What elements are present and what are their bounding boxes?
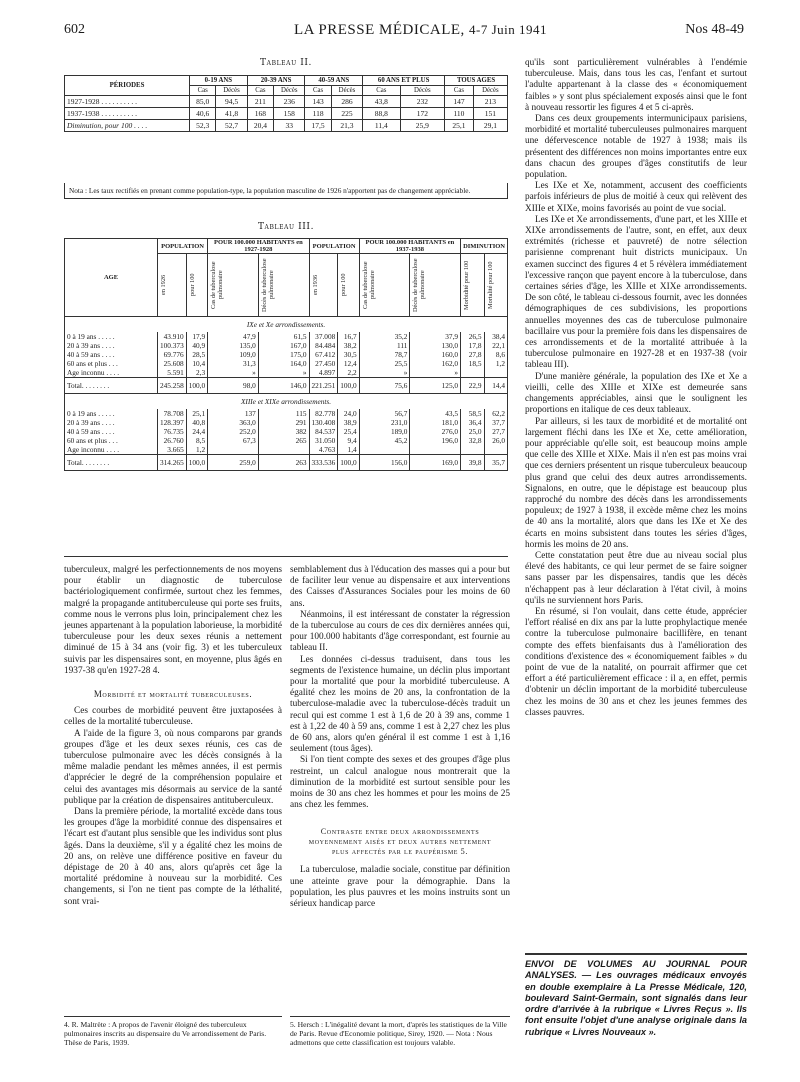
- table-cell: [208, 445, 259, 455]
- sub-header: Cas: [305, 86, 331, 96]
- footnote-4: 4. R. Maltrète : A propos de l'avenir éloigné des tuberculeux pulmonaires inscrits au dispensaire du Ve arrondissement de Paris. Thèse de Paris, 1939.: [64, 1020, 267, 1047]
- table-cell: 168: [247, 108, 273, 120]
- table-cell: 52,7: [216, 120, 247, 132]
- table-cell: 20,4: [247, 120, 273, 132]
- row-label: 20 à 39 ans . . . .: [65, 341, 158, 350]
- group-header: 40-59 ANS: [305, 76, 363, 86]
- table-cell: 25,1: [445, 120, 474, 132]
- h-diminution: DIMINUTION: [461, 239, 508, 254]
- row-label: 60 ans et plus . . .: [65, 359, 158, 368]
- table-cell: 37,7: [484, 418, 507, 427]
- section-heading: Contraste entre deux arrondissements moyennement aisés et deux autres nettement plus affectés par le paupérisme 5.: [308, 827, 492, 857]
- table-cell: »: [258, 368, 309, 378]
- table-cell: 164,0: [258, 359, 309, 368]
- table-row: [65, 368, 508, 378]
- table-cell: »: [208, 368, 259, 378]
- table-cell: 160,0: [410, 350, 461, 359]
- table-cell: 24,0: [338, 409, 359, 418]
- table-cell: 135,0: [208, 341, 259, 350]
- issue-number: Nos 48-49: [685, 22, 744, 37]
- table-cell: [461, 368, 484, 378]
- sub-header: Décès: [274, 86, 305, 96]
- table-cell: 8,5: [186, 436, 207, 445]
- table-cell: »: [359, 368, 410, 378]
- section-row: [65, 394, 508, 410]
- page-number: 602: [64, 22, 85, 37]
- paragraph: Par ailleurs, si les taux de morbidité et de mortalité ont largement fléchi dans les IXe et Xe, cette amélioration, pour appréciable qu'elle soit, est beaucoup moins ample que celle des XIIIe et XIXe. Mais il n'en est pas moins vrai que ces derniers présentent un risque tuberculeux beaucoup plus grand que celui des deux autres arrondissements. Signalons, en outre, que le dépistage est beaucoup plus rapproché du nombre des décès dans les arrondissements populeux; de 1927 à 1938, il excède même chez les moins de 40 ans la mortalité, alors que dans les IXe et Xe des écarts en moins subsistent dans toutes les séries d'âges, hormis les moins de 20 ans.: [525, 416, 747, 550]
- sub-header-label: Cas de tuberculose pulmonaire: [210, 261, 225, 309]
- table-cell: 8,6: [484, 350, 507, 359]
- table-cell: 17,9: [186, 332, 207, 341]
- table-cell: 2,2: [338, 368, 359, 378]
- sub-header-label: en 1926: [160, 274, 167, 296]
- sub-header: [258, 254, 309, 317]
- sub-header: [410, 254, 461, 317]
- paragraph: Si l'on tient compte des sexes et des groupes d'âge plus restreint, un calcul analogue nous montrerait que la diminution de la morbidité est surtout sensible pour les moins de 30 ans chez les hommes et pour les moins de 25 ans chez les femmes.: [290, 755, 510, 811]
- paragraph: Ces courbes de morbidité peuvent être juxtaposées à celles de la mortalité tuberculeuse.: [64, 706, 282, 728]
- table-cell: 25,4: [338, 427, 359, 436]
- sub-header: [338, 254, 359, 317]
- table-row: [65, 120, 508, 132]
- sub-header: Décès: [400, 86, 445, 96]
- notice-box: ENVOI DE VOLUMES AU JOURNAL POUR ANALYSES. — Les ouvrages médicaux envoyés en double exemplaire à La Presse Médicale, 120, boulevard Saint-Germain, sont signalés dans leur ordre d'arrivée à la rubrique « Livres Reçus ». Ils font ensuite l'objet d'une analyse originale dans la rubrique « Livres Nouveaux ».: [525, 953, 747, 1038]
- table-cell: 2,3: [186, 368, 207, 378]
- footnote-5: 5. Hersch : L'inégalité devant la mort, d'après les statistiques de la Ville de Paris. Revue d'Economie politique, Sirey, 1920. — Nota : Nous admettons que cette classification est toujours valable.: [290, 1020, 507, 1047]
- table-cell: 213: [473, 96, 507, 108]
- section-row: [65, 317, 508, 333]
- table-cell: 26.760: [158, 436, 187, 445]
- table-cell: 158: [274, 108, 305, 120]
- h-pop-1936: POPULATION: [309, 239, 359, 254]
- table-cell: 110: [445, 108, 474, 120]
- sub-header-label: pour 100: [188, 273, 196, 297]
- table-cell: 236: [274, 96, 305, 108]
- table-cell: 382: [258, 427, 309, 436]
- table-cell: 27.450: [309, 359, 338, 368]
- sub-header: [484, 254, 507, 317]
- footnote-rule: [64, 1016, 282, 1017]
- group-header: 0-19 ANS: [190, 76, 248, 86]
- issue-date: 4-7 Juin 1941: [469, 22, 548, 37]
- section-label: IXe et Xe arrondissements.: [65, 317, 508, 333]
- table-cell: 291: [258, 418, 309, 427]
- table-cell: 58,5: [461, 409, 484, 418]
- row-label: 40 à 59 ans . . . .: [65, 350, 158, 359]
- col-age: AGE: [65, 239, 158, 317]
- table-cell: [410, 445, 461, 455]
- table-cell: 39,8: [461, 455, 484, 471]
- table-cell: 25,0: [461, 427, 484, 436]
- page-header: [64, 22, 744, 40]
- tableau2-note: Nota : Les taux rectifiés en prenant comme population-type, la population masculine de 1926 n'apportent pas de changement appréciable.: [64, 183, 508, 199]
- table-cell: 11,4: [363, 120, 400, 132]
- row-label: 1927-1928 . . . . . . . . . .: [65, 96, 190, 108]
- table-row: [65, 436, 508, 445]
- table-cell: 27,7: [484, 427, 507, 436]
- journal-name: LA PRESSE MÉDICALE,: [294, 22, 465, 38]
- table-cell: 189,0: [359, 427, 410, 436]
- table-cell: 118: [305, 108, 331, 120]
- table-cell: 211: [247, 96, 273, 108]
- table-cell: 26,0: [484, 436, 507, 445]
- table-cell: 85,0: [190, 96, 216, 108]
- table-cell: 143: [305, 96, 331, 108]
- table-cell: [484, 368, 507, 378]
- table-cell: 100,0: [186, 455, 207, 471]
- paragraph: Dans la première période, la mortalité excède dans tous les groupes d'âge la morbidité connue des dispensaires et l'écart est d'autant plus sensible que les individus sont plus âgés. Dans la deuxième, s'il y a égalité chez les moins de 20 ans, on relève une différence positive en faveur du dépistage de 20 à 40 ans, alors qu'après cet âge la mortalité prédomine à nouveau sur la morbidité. Ces changements, si l'on ne tient pas compte de la léthalité, sont vrai-: [64, 807, 282, 907]
- table-cell: 22,1: [484, 341, 507, 350]
- table-cell: 137: [208, 409, 259, 418]
- table-cell: 17,5: [305, 120, 331, 132]
- table-cell: 21,3: [331, 120, 362, 132]
- table-cell: 14,4: [484, 378, 507, 394]
- table-cell: 9,4: [338, 436, 359, 445]
- sub-header-label: Morbidité pour 100: [463, 260, 471, 310]
- sub-header: [186, 254, 207, 317]
- table-cell: 69.776: [158, 350, 187, 359]
- table-cell: 98,0: [208, 378, 259, 394]
- paragraph: D'une manière générale, la population des IXe et Xe a vieilli, celle des XIIIe et XIXe est demeurée sans changements appréciables, ainsi que le soulignent les proportions en italique de ces deux tableaux.: [525, 371, 747, 416]
- table-cell: 35,7: [484, 455, 507, 471]
- row-label: Diminution, pour 100 . . . .: [65, 120, 190, 132]
- table-cell: 196,0: [410, 436, 461, 445]
- table-cell: 130.408: [309, 418, 338, 427]
- table-row: [65, 359, 508, 368]
- table-cell: 17,8: [461, 341, 484, 350]
- paragraph: Les données ci-dessus traduisent, dans tous les segments de l'existence humaine, un déclin plus important pour la mortalité que pour la morbidité tuberculeuse. A égalité chez les moins de 20 ans, la confrontation de la tuberculose-maladie avec la tuberculose-décès traduit un recul qui est comme 1 est à 1,6 de 20 à 39 ans, comme 1 est à 1,22 de 40 à 59 ans, comme 1 est à 2,27 chez les plus de 60 ans, alors qu'en général il est comme 1 est à 1,16 seulement (tous âges).: [290, 654, 510, 755]
- row-label: Age inconnu . . . .: [65, 368, 158, 378]
- table-row: [65, 108, 508, 120]
- tableau2: [64, 75, 508, 132]
- table-cell: 130,0: [410, 341, 461, 350]
- tableau3-caption: Tableau III.: [257, 222, 315, 232]
- journal-title: [294, 22, 547, 39]
- row-label: Total. . . . . . . .: [65, 455, 158, 471]
- table-cell: 94,5: [216, 96, 247, 108]
- table-row: [65, 350, 508, 359]
- table-cell: 32,8: [461, 436, 484, 445]
- table-cell: 181,0: [410, 418, 461, 427]
- table-cell: 172: [400, 108, 445, 120]
- tableau2-caption: Tableau II.: [260, 58, 312, 68]
- col-periodes: PÉRIODES: [65, 76, 190, 96]
- table-cell: 12,4: [338, 359, 359, 368]
- sub-header-label: Décès de tuberculose pulmonaire: [412, 258, 427, 312]
- table-cell: 100,0: [338, 455, 359, 471]
- paragraph: La tuberculose, maladie sociale, constitue par définition une atteinte grave pour la démographie. Dans la population, les plus pauvres et les moins instruits sont un sérieux handicap parce: [290, 865, 510, 910]
- sub-header-label: pour 100: [340, 273, 348, 297]
- table-cell: 33: [274, 120, 305, 132]
- sub-header: Cas: [247, 86, 273, 96]
- table-cell: 78.708: [158, 409, 187, 418]
- paragraph: Néanmoins, il est intéressant de constater la régression de la tuberculose au cours de ces dix dernières années qui, pour 100.000 habitants d'âge correspondant, est fournie au tableau II.: [290, 609, 510, 654]
- table-cell: 18,5: [461, 359, 484, 368]
- table-cell: 40,9: [186, 341, 207, 350]
- table-cell: 22,9: [461, 378, 484, 394]
- table-cell: 1,4: [338, 445, 359, 455]
- section-label: XIIIe et XIXe arrondissements.: [65, 394, 508, 410]
- sub-header-label: Cas de tuberculose pulmonaire: [361, 261, 376, 309]
- table-cell: 1,2: [186, 445, 207, 455]
- table-cell: 265: [258, 436, 309, 445]
- table-cell: 31,3: [208, 359, 259, 368]
- tableau3: [64, 238, 508, 471]
- table-cell: 84.484: [309, 341, 338, 350]
- table-cell: 100.373: [158, 341, 187, 350]
- table-cell: 156,0: [359, 455, 410, 471]
- table-cell: 111: [359, 341, 410, 350]
- table-cell: 67.412: [309, 350, 338, 359]
- table-cell: 31.050: [309, 436, 338, 445]
- table-cell: 43.910: [158, 332, 187, 341]
- table-cell: 5.591: [158, 368, 187, 378]
- table-cell: 36,4: [461, 418, 484, 427]
- table-cell: 45,2: [359, 436, 410, 445]
- table-cell: 24,4: [186, 427, 207, 436]
- table-cell: 221.251: [309, 378, 338, 394]
- sub-header: Cas: [190, 86, 216, 96]
- table-cell: 231,0: [359, 418, 410, 427]
- table-cell: 4.763: [309, 445, 338, 455]
- table-cell: 25,9: [400, 120, 445, 132]
- paragraph: Cette constatation peut être due au niveau social plus élevé des habitants, ce qui leur permet de se faire soigner sans passer par les dispensaires, tandis que les décès n'échappent pas à leur déclaration à l'état civil, à moins qu'ils ne surviennent hors Paris.: [525, 550, 747, 606]
- table-cell: 16,7: [338, 332, 359, 341]
- sub-header: Décès: [473, 86, 507, 96]
- table-cell: 147: [445, 96, 474, 108]
- row-label: Total. . . . . . . .: [65, 378, 158, 394]
- group-header: TOUS AGES: [445, 76, 508, 86]
- sub-header: [359, 254, 410, 317]
- table-row: [65, 332, 508, 341]
- table-cell: 30,5: [338, 350, 359, 359]
- table-cell: 47,9: [208, 332, 259, 341]
- sub-header: [461, 254, 484, 317]
- table-cell: 245.258: [158, 378, 187, 394]
- sub-header: [158, 254, 187, 317]
- table-cell: 62,2: [484, 409, 507, 418]
- table-cell: 263: [258, 455, 309, 471]
- table-row: [65, 409, 508, 418]
- table-cell: 25.608: [158, 359, 187, 368]
- table-cell: 259,0: [208, 455, 259, 471]
- table-cell: [484, 445, 507, 455]
- table-cell: 4.897: [309, 368, 338, 378]
- paragraph: Les IXe et Xe arrondissements, d'une part, et les XIIIe et XIXe arrondissements de l'autre, sont, en effet, aux deux extrémités (richesse et pauvreté) de notre sélection parisienne comprenant huit districts municipaux. Un examen succinct des figures 4 et 5 révèlera immédiatement l'excessive rançon que payent encore à la tuberculose, dans certaines séries d'âge, les XIIIe et XIXe arrondissements. De son côté, le tableau ci-dessous fournit, avec les données démographiques de ces subdivisions, les proportions annuelles moyennes des cas de tuberculose pulmonaire bacillaire vus pour la première fois dans les dispensaires de ces arrondissements et de la mortalité attribuée à la tuberculose pulmonaire en 1927-28 et en 1937-38 (voir tableau III).: [525, 214, 747, 371]
- table-cell: 38,4: [484, 332, 507, 341]
- table-bottom-rule: [64, 556, 508, 557]
- table-cell: 35,2: [359, 332, 410, 341]
- sub-header-label: en 1936: [311, 274, 319, 296]
- row-label: 60 ans et plus . . .: [65, 436, 158, 445]
- table-cell: 41,8: [216, 108, 247, 120]
- sub-header-label: Mortalité pour 100: [486, 261, 494, 309]
- table-cell: 38,2: [338, 341, 359, 350]
- table-cell: 40,6: [190, 108, 216, 120]
- table-cell: 162,0: [410, 359, 461, 368]
- table-row: [65, 427, 508, 436]
- table-cell: 100,0: [338, 378, 359, 394]
- paragraph: Les IXe et Xe, notamment, accusent des coefficients parfois inférieurs de plus de moitié à ceux qui relèvent des XIIIe et XIXe, moins favorisés au point de vue social.: [525, 181, 747, 214]
- table-cell: 28,5: [186, 350, 207, 359]
- group-header: 60 ANS ET PLUS: [363, 76, 445, 86]
- row-label: 20 à 39 ans . . . .: [65, 418, 158, 427]
- table-cell: 1,2: [484, 359, 507, 368]
- total-row: [65, 378, 508, 394]
- table-cell: 43,8: [363, 96, 400, 108]
- table-cell: 252,0: [208, 427, 259, 436]
- table-cell: 10,4: [186, 359, 207, 368]
- table-cell: 333.536: [309, 455, 338, 471]
- h-pop-1926: POPULATION: [158, 239, 208, 254]
- table-cell: [461, 445, 484, 455]
- table-cell: 78,7: [359, 350, 410, 359]
- paragraph: semblablement dus à l'éducation des masses qui a pour but de faciliter leur venue au dispensaire et aux interventions des Caisses d'Assurances Sociales pour les moins de 60 ans.: [290, 565, 510, 609]
- paragraph: qu'ils sont particulièrement vulnérables à l'endémie tuberculeuse. Mais, dans tous les cas, l'enfant et surtout l'adulte appartenant à la classe des « économiquement faibles » y sont plus spécialement exposés ainsi que le font à nouveau ressortir les figures 4 et 5 ci-après.: [525, 58, 747, 113]
- sub-header: Décès: [216, 86, 247, 96]
- table-cell: 125,0: [410, 378, 461, 394]
- row-label: 1937-1938 . . . . . . . . . .: [65, 108, 190, 120]
- section-heading: Morbidité et mortalité tuberculeuses.: [93, 689, 253, 700]
- sub-header: Cas: [363, 86, 400, 96]
- table-cell: 169,0: [410, 455, 461, 471]
- column-2: [290, 565, 510, 910]
- table-cell: 276,0: [410, 427, 461, 436]
- table-cell: 38,9: [338, 418, 359, 427]
- table-cell: 146,0: [258, 378, 309, 394]
- table-cell: 115: [258, 409, 309, 418]
- column-3: [525, 58, 747, 719]
- table-row: [65, 445, 508, 455]
- table-cell: 25,1: [186, 409, 207, 418]
- paragraph: A l'aide de la figure 3, où nous comparons par grands groupes d'âge et les deux sexes réunis, ces cas de tuberculose pulmonaire avec les décès consignés à la même maladie pendant les mêmes années, il est permis d'apprécier le degré de la compréhension populaire et celui des avantages mis désormais au service de la santé publique par la création de dispensaires antituberculeux.: [64, 728, 282, 806]
- table-row: [65, 418, 508, 427]
- table-cell: 37,9: [410, 332, 461, 341]
- row-label: 40 à 59 ans . . . .: [65, 427, 158, 436]
- table-cell: 76.735: [158, 427, 187, 436]
- footnote-rule: [290, 1016, 510, 1017]
- table-cell: 56,7: [359, 409, 410, 418]
- table-cell: 82.778: [309, 409, 338, 418]
- row-label: Age inconnu . . . .: [65, 445, 158, 455]
- table-cell: 88,8: [363, 108, 400, 120]
- sub-header: [208, 254, 259, 317]
- table-cell: 29,1: [473, 120, 507, 132]
- table-cell: 43,5: [410, 409, 461, 418]
- table-cell: 109,0: [208, 350, 259, 359]
- table-cell: 363,0: [208, 418, 259, 427]
- table-cell: 37.008: [309, 332, 338, 341]
- table-cell: 225: [331, 108, 362, 120]
- table-cell: 84.537: [309, 427, 338, 436]
- table-cell: 128.397: [158, 418, 187, 427]
- sub-header: [309, 254, 338, 317]
- paragraph: Dans ces deux groupements intermunicipaux parisiens, morbidité et mortalité tuberculeuses pulmonaires marquent une défervescence notable de 1927 à 1938; mais ils présentent des différences non moins importantes entre eux dans chacun des groupes d'âges constitutifs de leur population.: [525, 114, 747, 181]
- table-cell: 75,6: [359, 378, 410, 394]
- table-cell: 26,5: [461, 332, 484, 341]
- paragraph: tuberculeux, malgré les perfectionnements de nos moyens pour établir un diagnostic de tuberculose bactériologiquement confirmée, surtout chez les femmes, malgré la propagande antituberculeuse qui porte ses fruits, comme nous le verrons plus loin, principalement chez les jeunes appartenant à la population laborieuse, la morbidité tuberculeuse pour les deux sexes réunis a nettement diminué de 15 à 34 ans (voir fig. 3) et les tuberculeux suivis par les dispensaires sont, en moyenne, plus âgés en 1937-38 qu'en 1927-28 4.: [64, 565, 282, 676]
- row-label: 0 à 19 ans . . . . .: [65, 409, 158, 418]
- table-cell: 61,5: [258, 332, 309, 341]
- table-cell: 100,0: [186, 378, 207, 394]
- sub-header: Cas: [445, 86, 474, 96]
- group-header: 20-39 ANS: [247, 76, 305, 86]
- table-cell: 286: [331, 96, 362, 108]
- table-cell: 67,3: [208, 436, 259, 445]
- table-cell: 3.665: [158, 445, 187, 455]
- table-cell: 52,3: [190, 120, 216, 132]
- h-pour-2728: POUR 100.000 HABITANTS en 1927-1928: [208, 239, 309, 254]
- sub-header-label: Décès de tuberculose pulmonaire: [260, 258, 275, 312]
- table-cell: 175,0: [258, 350, 309, 359]
- h-pour-3738: POUR 100.000 HABITANTS en 1937-1938: [359, 239, 460, 254]
- table-cell: 151: [473, 108, 507, 120]
- table-cell: 40,8: [186, 418, 207, 427]
- table-cell: »: [410, 368, 461, 378]
- table-cell: [359, 445, 410, 455]
- table-cell: 25,5: [359, 359, 410, 368]
- sub-header: Décès: [331, 86, 362, 96]
- table-cell: 27,8: [461, 350, 484, 359]
- column-1: [64, 565, 282, 908]
- table-cell: 167,0: [258, 341, 309, 350]
- paragraph: En résumé, si l'on voulait, dans cette étude, apprécier l'effort réalisé en dix ans par la lutte prophylactique menée contre la tuberculose pulmonaire bacillifère, en tenant compte des effets bienfaisants dus à l'amélioration des conditions d'existence des « économiquement faibles » du point de vue de la natalité, on pourrait affirmer que cet effort a été particulièrement efficace : il a, en effet, permis d'obtenir un déclin important de la morbidité tuberculeuse chez les moins de 30 ans et chez les jeunes femmes des classes pauvres.: [525, 606, 747, 718]
- table-cell: [258, 445, 309, 455]
- table-cell: 232: [400, 96, 445, 108]
- table-row: [65, 341, 508, 350]
- row-label: 0 à 19 ans . . . . .: [65, 332, 158, 341]
- table-cell: 314.265: [158, 455, 187, 471]
- total-row: [65, 455, 508, 471]
- table-row: [65, 96, 508, 108]
